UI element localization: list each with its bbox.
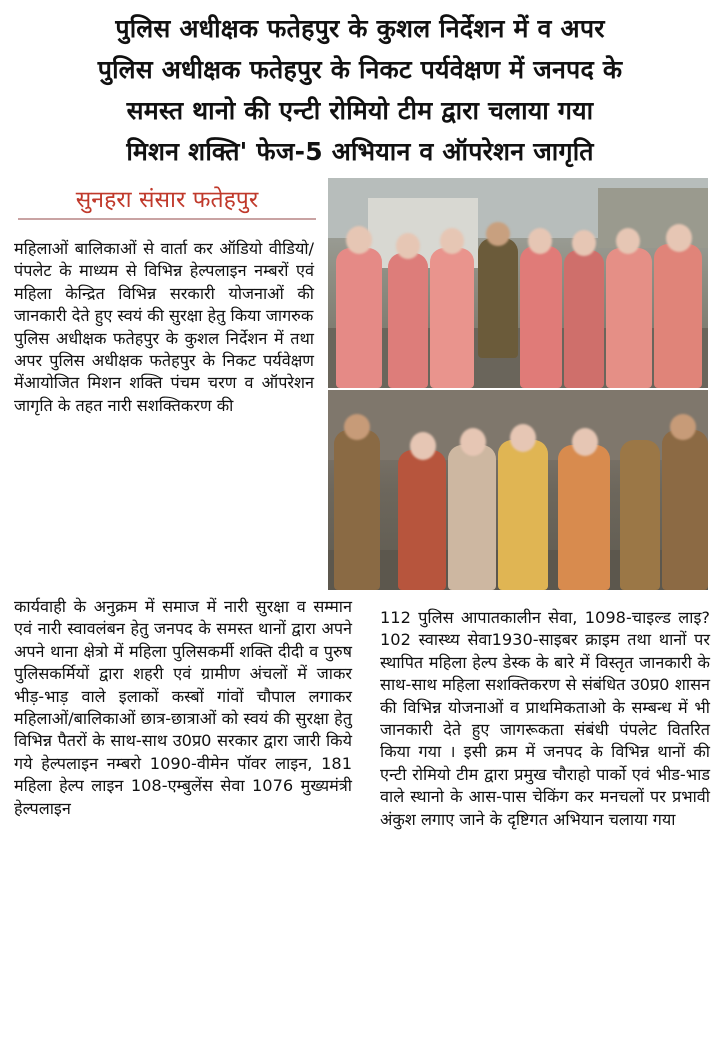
headline-line-2: पुलिस अधीक्षक फतेहपुर के निकट पर्यवेक्षण में जनपद के [97, 55, 623, 84]
headline [0, 8, 720, 172]
article-paragraph: महिलाओं बालिकाओं से वार्ता कर ऑडियो वीडियो/पंपलेट के माध्यम से विभिन्न हेल्पलाइन नम्बरों एवं महिला केन्द्रित विभिन्न सरकारी योजनाओं की जानकारी देते हुए स्वयं की सुरक्षा हेतु किया जागरुक [14, 239, 314, 326]
headline-line-4: मिशन शक्ति' फेज-5 अभियान व ऑपरेशन जागृति [126, 137, 594, 166]
byline [18, 182, 316, 220]
article-column-1-bottom [14, 596, 352, 820]
byline-text: सुनहरा संसार फतेहपुर [75, 187, 259, 213]
photo-bottom [328, 390, 708, 590]
article-column-2 [380, 607, 710, 831]
headline-line-3: समस्त थानो की एन्टी रोमियो टीम द्वारा चलाया गया [126, 96, 594, 125]
photo-top [328, 178, 708, 388]
article-column-1-top [14, 238, 314, 417]
article-paragraph: 112 पुलिस आपातकालीन सेवा, 1098-चाइल्ड लाइ? 102 स्वास्थ्य सेवा1930-साइबर क्राइम तथा थानों पर स्थापित महिला हेल्प डेस्क के बारे में विस्तृत जानकारी के साथ-साथ महिला सशक्तिकरण से संबंधित उ0प्र0 शासन की विभिन्न योजनाओं व प्राथमिकताओ के सम्बन्ध में भी जानकारी देते हुए जागरूकता संबंधी पंपलेट वितरित किया गया । इसी क्रम में जनपद के विभिन्न थानों की एन्टी रोमियो टीम द्वारा प्रमुख चौराहो पार्को एवं भीड-भाड वाले स्थानो के आस-पास चेकिंग कर मनचलों पर प्रभावी अंकुश लगाए जाने के दृष्टिगत अभियान चलाया गया [380, 608, 710, 829]
headline-line-1: पुलिस अधीक्षक फतेहपुर के कुशल निर्देशन में व अपर [115, 14, 605, 43]
article-paragraph: कार्यवाही के अनुक्रम में समाज में नारी सुरक्षा व सम्मान एवं नारी स्वावलंबन हेतु जनपद के समस्त थानों द्वारा अपने अपने थाना क्षेत्रो में महिला पुलिसकर्मी शक्ति दीदी व पुरुष पुलिसकर्मियों द्वारा शहरी एवं ग्रामीण अंचलों में जाकर भीड़-भाड़ वाले इलाकों कस्बों गांवों चौपाल लगाकर महिलाओं/बालिकाओं छात्र-छात्राओं को स्वयं की सुरक्षा हेतु विभिन्न पैतरों के साथ-साथ उ0प्र0 सरकार द्वारा जारी किये गये हेल्पलाइन नम्बरो 1090-वीमेन पॉवर लाइन, 181 महिला हेल्प लाइन 108-एम्बुलेंस सेवा 1076 मुख्यमंत्री हेल्पलाइन [14, 597, 352, 818]
article-paragraph: पुलिस अधीक्षक फतेहपुर के कुशल निर्देशन में तथा अपर पुलिस अधीक्षक फतेहपुर के निकट पर्यवेक्षण मेंआयोजित मिशन शक्ति पंचम चरण व ऑपरेशन जागृति के तहत नारी सशक्तिकरण की [14, 328, 314, 415]
